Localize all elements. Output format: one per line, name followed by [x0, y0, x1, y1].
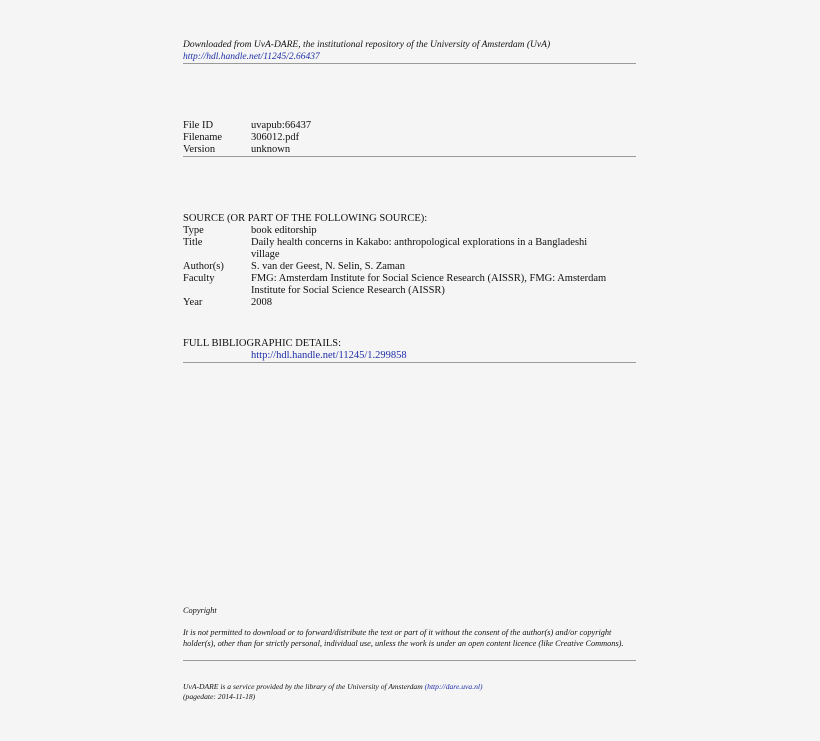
authors-value: S. van der Geest, N. Selin, S. Zaman [251, 261, 405, 272]
service-text: UvA-DARE is a service provided by the library of the University of Amsterdam [183, 682, 423, 691]
title-label: Title [183, 237, 203, 248]
downloaded-line: Downloaded from UvA-DARE, the institutional repository of the University of Amsterdam (UvA) [183, 40, 551, 50]
source-heading: SOURCE (OR PART OF THE FOLLOWING SOURCE): [183, 213, 428, 224]
handle-link[interactable]: http://hdl.handle.net/11245/2.66437 [183, 52, 320, 62]
copyright-text: It is not permitted to download or to forward/distribute the text or part of it without the consent of the author(s) and/or copyright holder(s), other than for strictly personal, individual use, unless the work is under an open content licence (like Creative Commons). [183, 628, 624, 648]
copyright-heading: Copyright [183, 606, 217, 615]
file-id-label: File ID [183, 120, 214, 131]
bibliographic-link[interactable]: http://hdl.handle.net/11245/1.299858 [251, 350, 407, 361]
type-value: book editorship [251, 225, 317, 236]
divider [183, 156, 636, 157]
divider [183, 63, 636, 64]
faculty-label: Faculty [183, 273, 215, 284]
faculty-value: FMG: Amsterdam Institute for Social Science Research (AISSR), FMG: Amsterdam Institute for Social Science Research (AISSR) [251, 273, 607, 296]
download-notice [183, 39, 550, 63]
year-value: 2008 [251, 297, 272, 308]
type-label: Type [183, 225, 204, 236]
pagedate: (pagedate: 2014-11-18) [183, 692, 256, 701]
filename-value: 306012.pdf [251, 132, 300, 143]
divider [183, 362, 636, 363]
year-label: Year [183, 297, 203, 308]
file-id-value: uvapub:66437 [251, 120, 312, 131]
bibliographic-heading: FULL BIBLIOGRAPHIC DETAILS: [183, 338, 342, 349]
dare-link[interactable]: (http://dare.uva.nl) [424, 682, 483, 691]
document-page [183, 0, 636, 741]
divider [183, 660, 636, 661]
title-value: Daily health concerns in Kakabo: anthropological explorations in a Bangladeshi village [251, 237, 588, 260]
version-label: Version [183, 144, 216, 155]
authors-label: Author(s) [183, 261, 224, 272]
filename-label: Filename [183, 132, 223, 143]
version-value: unknown [251, 144, 291, 155]
service-notice [183, 682, 483, 692]
